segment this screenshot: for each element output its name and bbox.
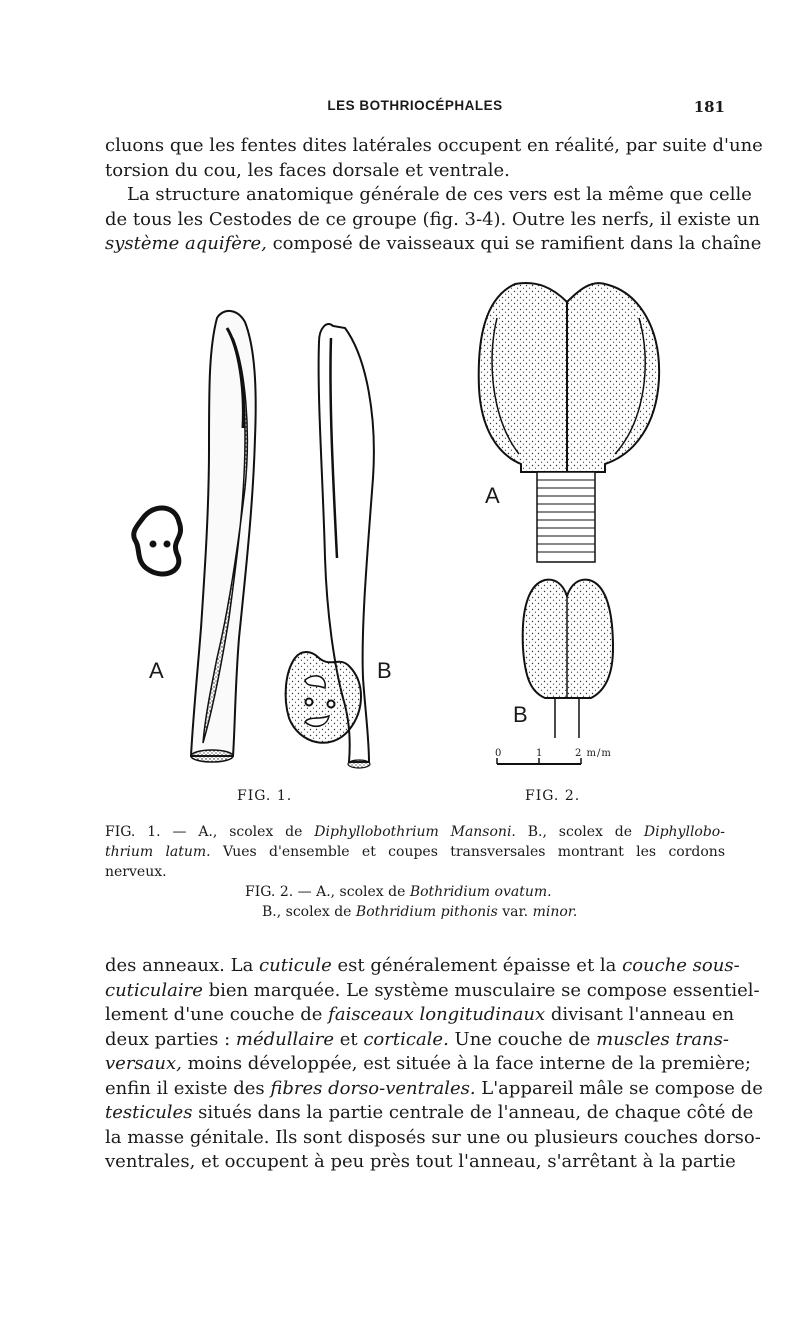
fig1-label-a: A xyxy=(149,658,164,683)
neck xyxy=(555,698,579,738)
text-run: B., scolex de xyxy=(515,824,644,840)
scale-label-0: 0 xyxy=(495,748,503,759)
text-run: Une couche de xyxy=(448,1028,597,1050)
text-run: divisant l'anneau en xyxy=(545,1004,735,1025)
italic-term: Bothridium pithonis xyxy=(355,904,498,920)
text-line xyxy=(105,979,760,1004)
text-run: est généralement épaisse et la xyxy=(331,955,623,976)
text-line: de tous les Cestodes de ce groupe (fig. 3-4). Outre les nerfs, il existe un xyxy=(105,208,760,230)
italic-term: Diphyllobo- xyxy=(643,824,725,840)
text-run: B., scolex de xyxy=(262,904,356,920)
text-run: composé de vaisseaux qui se ramifient dans la chaîne xyxy=(266,233,762,254)
caption-line xyxy=(105,842,725,862)
text-run: situés dans la partie centrale de l'anneau, de chaque côté de xyxy=(192,1102,754,1123)
scolex-outline xyxy=(523,580,613,698)
text-run: lement d'une couche de xyxy=(105,1004,329,1025)
italic-term: muscles trans- xyxy=(596,1028,729,1050)
text-run: FIG. 1. — A., scolex de xyxy=(105,824,315,840)
italic-term: couche sous- xyxy=(622,955,740,976)
text-run: enfin il existe des xyxy=(105,1077,271,1099)
fig1-label-b: B xyxy=(377,658,392,683)
fig2-scolex-a xyxy=(479,283,659,562)
cut-end xyxy=(348,760,370,768)
italic-term: fibres dorso-ventrales. xyxy=(270,1077,476,1099)
italic-term: Bothridium ovatum. xyxy=(409,884,552,900)
paragraph-3 xyxy=(105,954,763,1175)
figure-2-caption-line-2 xyxy=(262,902,577,922)
scale-label-2: 2 m/m xyxy=(575,748,612,759)
italic-term: faisceaux longitudinaux xyxy=(328,1004,546,1025)
text-line: la masse génitale. Ils sont disposés sur une ou plusieurs couches dorso- xyxy=(105,1126,761,1148)
figure-2-caption-line-1 xyxy=(245,882,552,902)
text-run: var. xyxy=(497,904,533,920)
cut-end xyxy=(191,750,233,762)
fig2-title: FIG. 2. xyxy=(525,788,581,804)
fig2-scolex-b xyxy=(523,580,613,738)
section-outline xyxy=(134,508,181,574)
italic-term: minor. xyxy=(532,904,578,920)
text-line xyxy=(105,1028,729,1053)
neck-segments xyxy=(537,472,595,562)
nerve-cord xyxy=(306,699,313,706)
italic-term: cuticulaire xyxy=(105,979,203,1001)
scolex-outline xyxy=(479,283,659,472)
paragraph-2 xyxy=(105,183,762,257)
caption-line: nerveux. xyxy=(105,864,167,880)
figure-illustration xyxy=(105,278,745,808)
scolex-outline xyxy=(191,311,256,756)
nerve-cord xyxy=(164,541,171,548)
text-line: ventrales, et occupent à peu près tout l'anneau, s'arrêtant à la partie xyxy=(105,1151,736,1172)
text-line: La structure anatomique générale de ces vers est la même que celle xyxy=(127,184,752,205)
italic-term: thrium latum. xyxy=(105,844,211,860)
scale-label-1: 1 xyxy=(536,748,544,759)
fig1-section-a xyxy=(134,508,181,574)
caption-line xyxy=(105,822,725,842)
italic-term: versaux, xyxy=(105,1053,182,1074)
text-run: et xyxy=(334,1028,364,1050)
paragraph-1 xyxy=(105,134,763,183)
text-run: des anneaux. La xyxy=(105,955,260,976)
fig1-section-b xyxy=(286,652,361,743)
italic-term: testicules xyxy=(105,1102,193,1123)
text-line xyxy=(105,232,762,257)
text-run: moins développée, est située à la face interne de la première; xyxy=(181,1053,751,1074)
running-head xyxy=(105,98,725,120)
text-run: bien marquée. Le système musculaire se compose essentiel- xyxy=(202,979,760,1001)
text-line: torsion du cou, les faces dorsale et ventrale. xyxy=(105,159,510,181)
page-number: 181 xyxy=(693,98,725,116)
italic-term: cuticule xyxy=(259,955,332,976)
italic-term: Diphyllobothrium Mansoni. xyxy=(314,824,516,840)
text-line xyxy=(105,1077,763,1102)
fig1-title: FIG. 1. xyxy=(237,788,293,804)
text-run: deux parties : xyxy=(105,1028,236,1050)
fig1-scolex-a xyxy=(191,311,256,762)
text-line xyxy=(105,954,740,979)
text-line: cluons que les fentes dites latérales occupent en réalité, par suite d'une xyxy=(105,135,763,156)
fig2-label-a: A xyxy=(485,483,500,508)
fig2-label-b: B xyxy=(513,702,528,727)
text-run: L'appareil mâle se compose de xyxy=(475,1077,763,1099)
text-line xyxy=(105,1052,751,1077)
section-outline xyxy=(286,652,361,743)
text-line xyxy=(105,1003,735,1028)
nerve-cord xyxy=(150,541,157,548)
italic-term: corticale. xyxy=(363,1028,449,1050)
figure-plate xyxy=(105,278,745,808)
figure-1-caption xyxy=(105,822,725,882)
nerve-cord xyxy=(328,701,335,708)
text-run: Vues d'ensemble et coupes transversales montrant les cordons xyxy=(210,844,725,860)
italic-term: médullaire xyxy=(235,1028,334,1050)
italic-term: système aquifère, xyxy=(105,233,267,254)
text-run: FIG. 2. — A., scolex de xyxy=(245,884,410,900)
running-title: LES BOTHRIOCÉPHALES xyxy=(327,98,503,113)
text-line xyxy=(105,1101,754,1126)
